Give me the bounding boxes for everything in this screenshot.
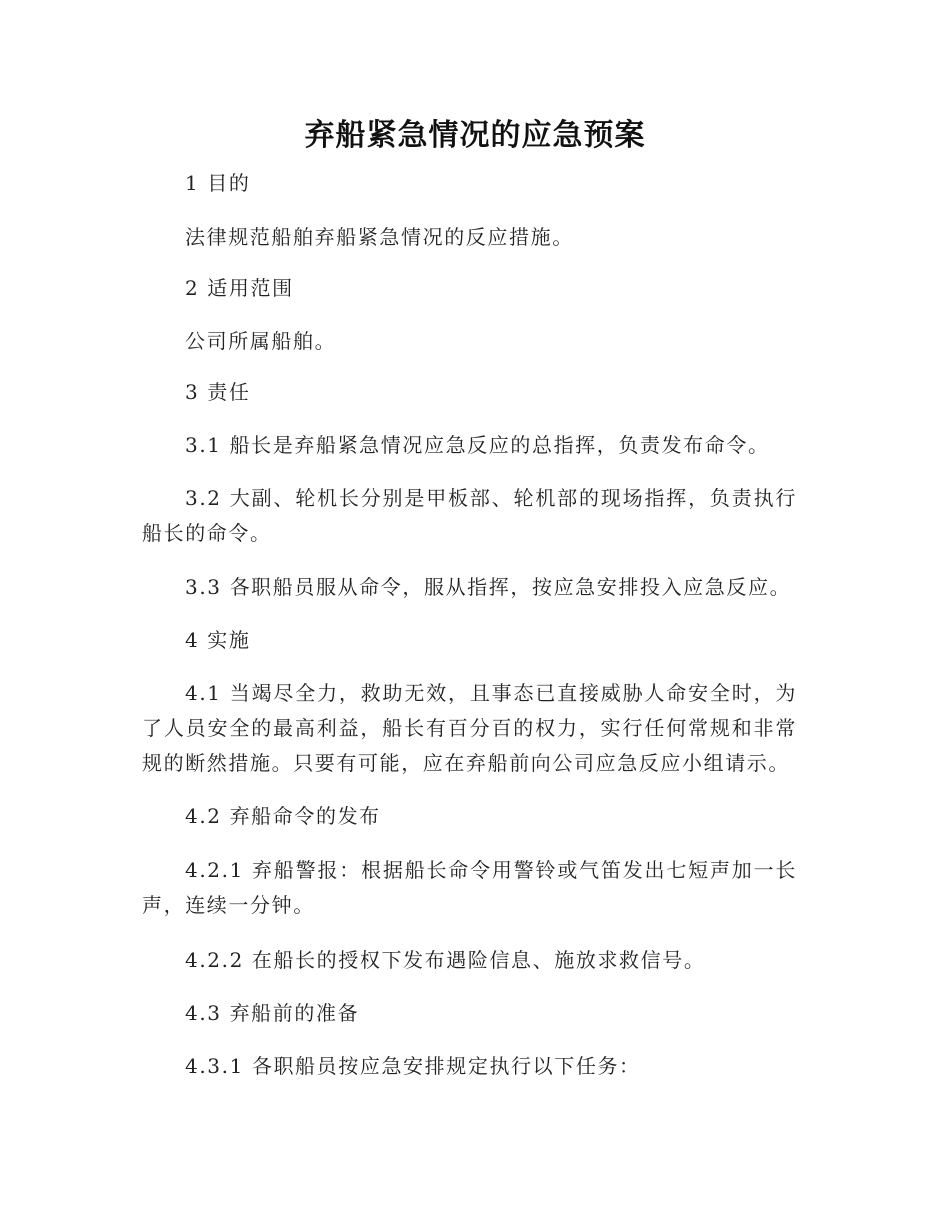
section-3-2: 3.2 大副、轮机长分别是甲板部、轮机部的现场指挥，负责执行船长的命令。 xyxy=(142,486,797,545)
section-1-body: 法律规范船舶弃船紧急情况的反应措施。 xyxy=(185,225,574,249)
section-3-heading: 3 责任 xyxy=(185,380,251,404)
section-3-3: 3.3 各职船员服从命令，服从指挥，按应急安排投入应急反应。 xyxy=(185,575,792,599)
section-4-2-heading: 4.2 弃船命令的发布 xyxy=(185,804,381,828)
section-4-2-2: 4.2.2 在船长的授权下发布遇险信息、施放求救信号。 xyxy=(185,948,706,972)
document-title: 弃船紧急情况的应急预案 xyxy=(304,118,646,153)
section-3-1: 3.1 船长是弃船紧急情况应急反应的总指挥，负责发布命令。 xyxy=(185,433,770,457)
section-1-heading: 1 目的 xyxy=(185,171,251,195)
section-4-2-1: 4.2.1 弃船警报：根据船长命令用警铃或气笛发出七短声加一长声，连续一分钟。 xyxy=(142,858,797,917)
section-2-body: 公司所属船舶。 xyxy=(185,329,337,353)
section-4-heading: 4 实施 xyxy=(185,628,251,652)
section-2-heading: 2 适用范围 xyxy=(185,276,294,300)
section-4-3-heading: 4.3 弃船前的准备 xyxy=(185,1001,360,1025)
section-4-3-1: 4.3.1 各职船员按应急安排规定执行以下任务： xyxy=(185,1054,641,1078)
section-4-1: 4.1 当竭尽全力，救助无效，且事态已直接威胁人命安全时，为了人员安全的最高利益，船长有百分百的权力，实行任何常规和非常规的断然措施。只要有可能，应在弃船前向公司应急反应小组请示。 xyxy=(142,681,797,775)
